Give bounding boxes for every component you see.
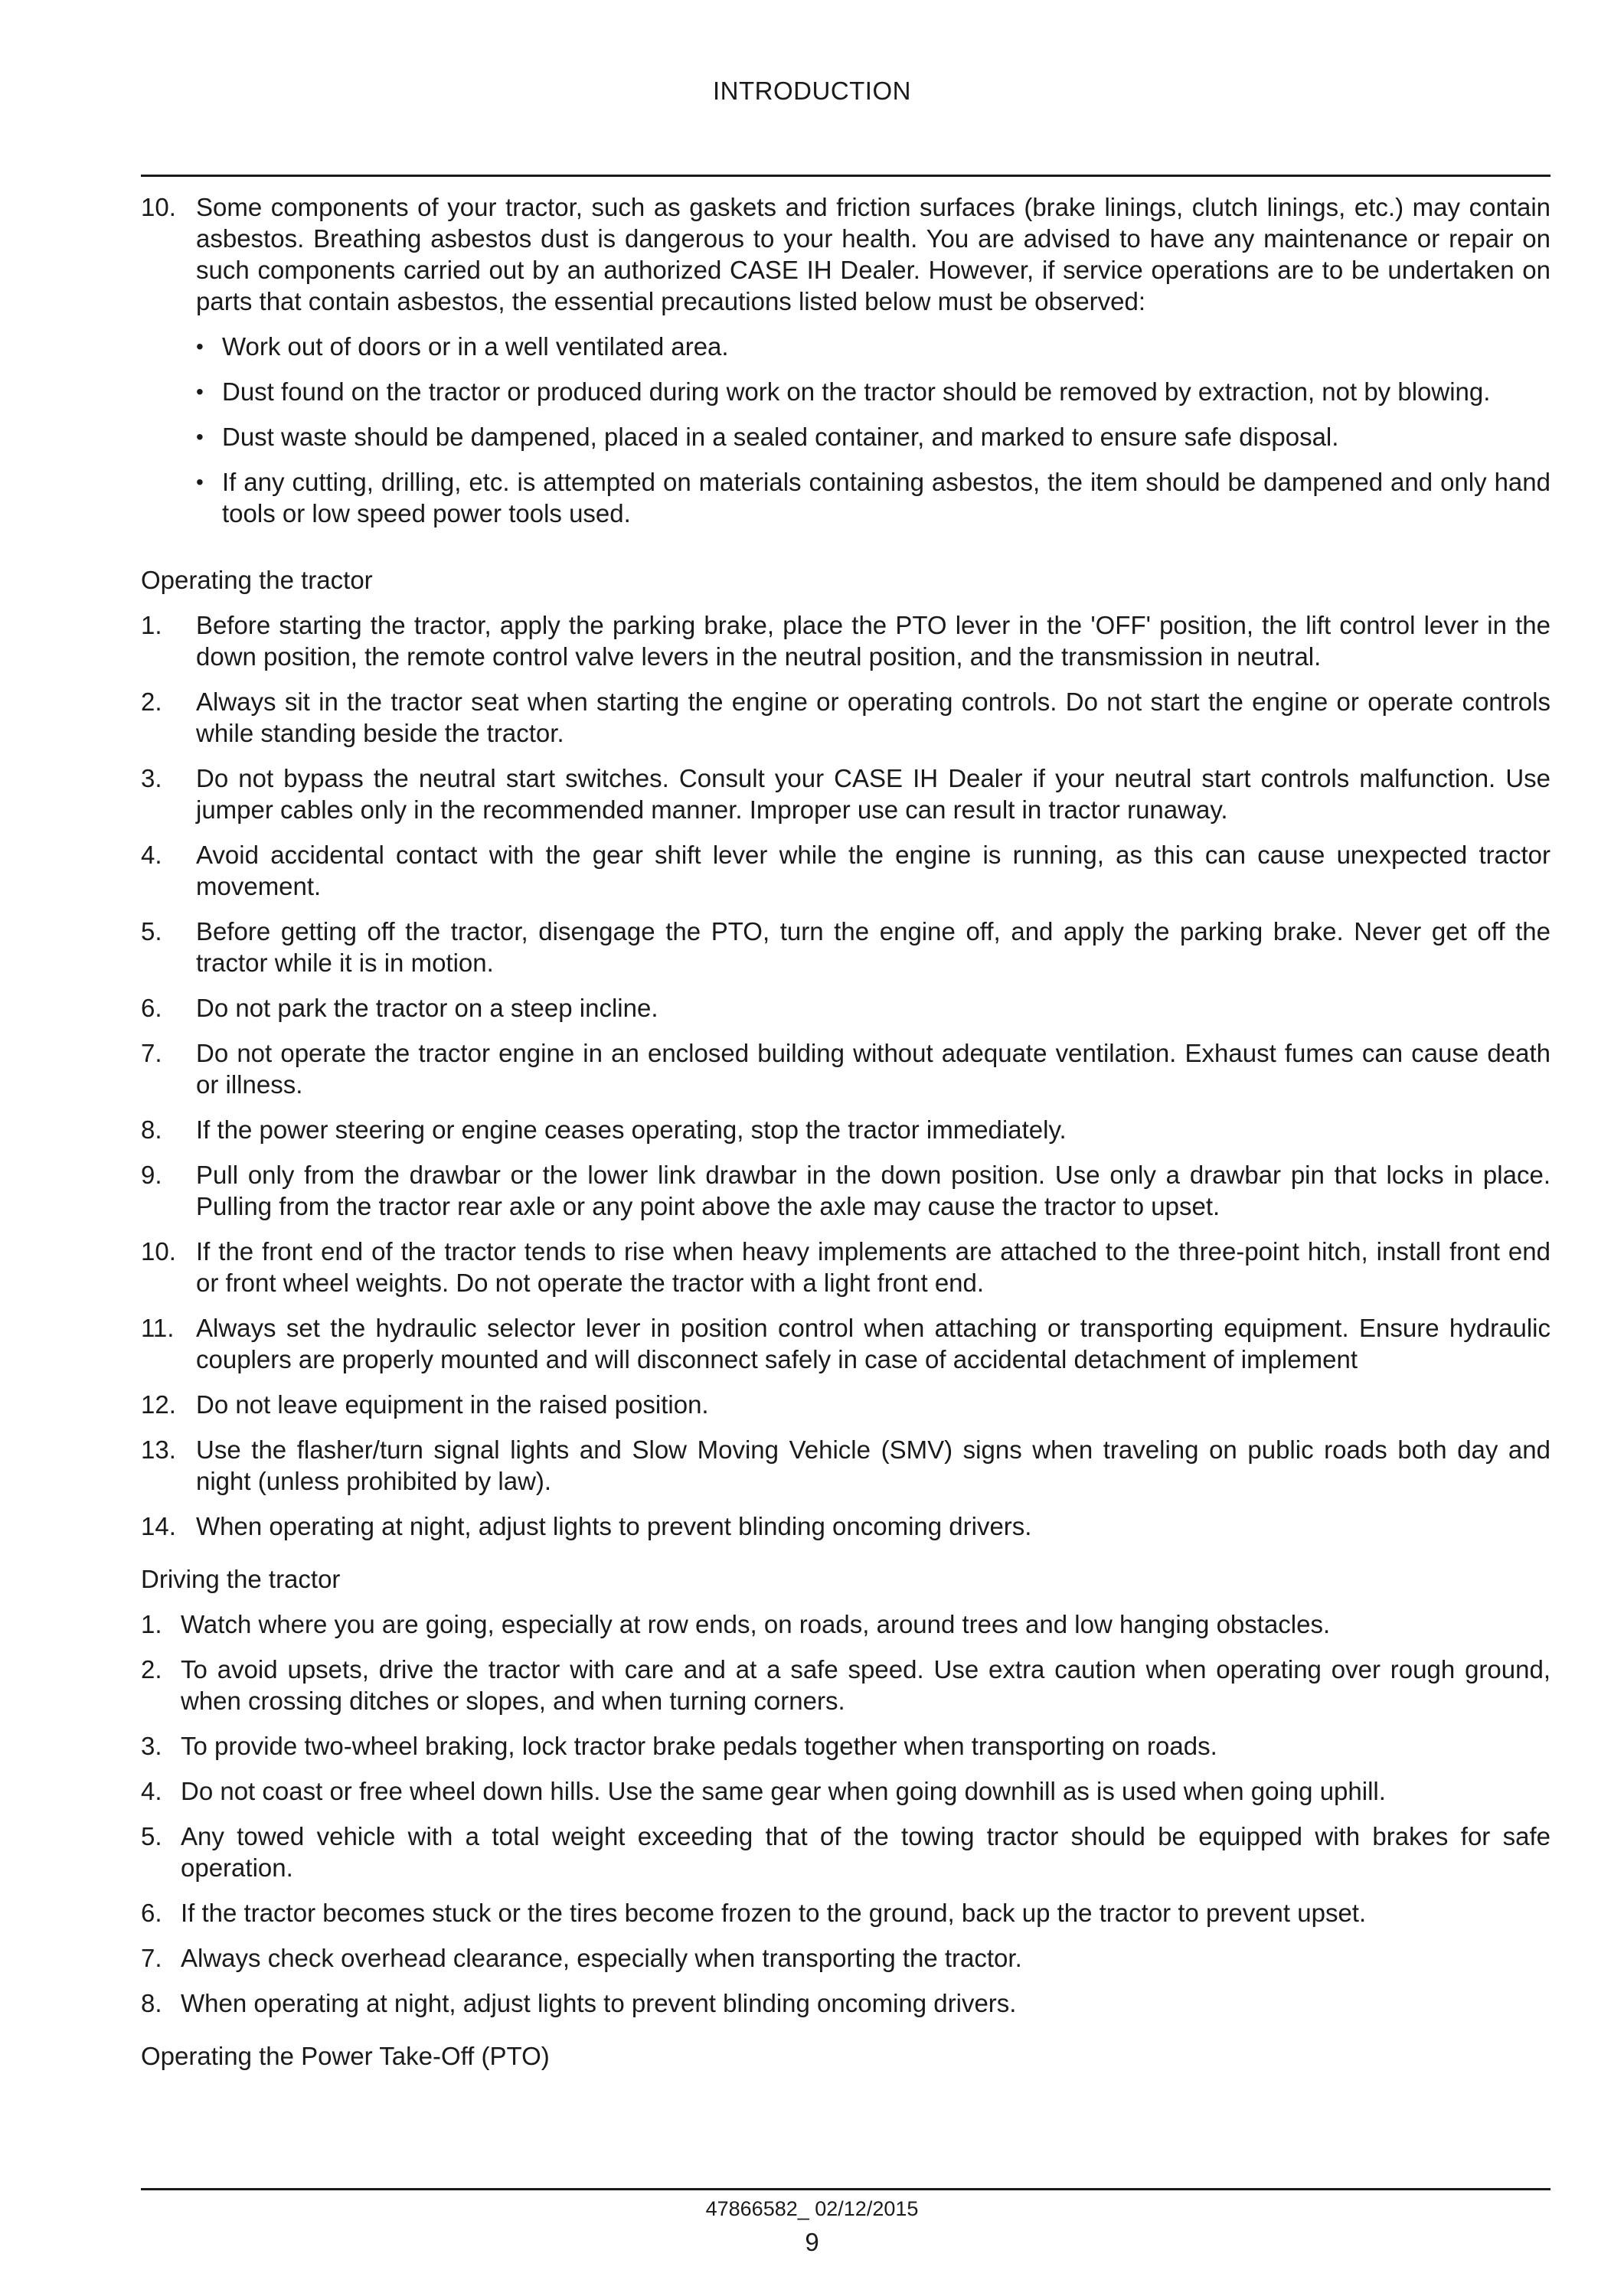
item-number: 10.	[141, 193, 176, 221]
list-item	[141, 1037, 1550, 1100]
list-item	[141, 1775, 1550, 1807]
list-item	[141, 1609, 1550, 1640]
item-text: Always sit in the tractor seat when starting the engine or operating controls. Do not start the engine or operate controls while standing beside the tractor.	[196, 687, 1550, 747]
item-number: 12.	[141, 1390, 176, 1419]
item-number: 8.	[141, 1115, 162, 1144]
item-number: 3.	[141, 1732, 162, 1760]
bullet-dot: •	[196, 470, 204, 494]
item-number: 4.	[141, 841, 162, 869]
list-item	[141, 916, 1550, 978]
item-text: Do not bypass the neutral start switches. Consult your CASE IH Dealer if your neutral start controls malfunction. Use jumper cables only in the recommended manner. Improper use can result in tractor runaway.	[196, 764, 1550, 824]
item-number: 7.	[141, 1944, 162, 1972]
item-text: Pull only from the drawbar or the lower link drawbar in the down position. Use only a drawbar pin that locks in place. Pulling from the tractor rear axle or any point above the axle may cause the tractor to upset.	[196, 1161, 1550, 1220]
bullet-text: Dust waste should be dampened, placed in a sealed container, and marked to ensure safe disposal.	[222, 423, 1339, 451]
asbestos-list	[141, 191, 1550, 543]
item-text: If the power steering or engine ceases operating, stop the tractor immediately.	[196, 1115, 1067, 1144]
section-heading-driving: Driving the tractor	[141, 1565, 341, 1593]
item-number: 5.	[141, 1822, 162, 1850]
item-number: 6.	[141, 1899, 162, 1927]
item-text: Do not park the tractor on a steep incline.	[196, 994, 658, 1022]
item-text: Do not leave equipment in the raised position.	[196, 1390, 709, 1419]
list-item	[141, 191, 1550, 543]
list-item	[141, 686, 1550, 749]
list-item	[141, 839, 1550, 902]
item-text: Before starting the tractor, apply the parking brake, place the PTO lever in the 'OFF' position, the lift control lever in the down position, the remote control valve levers in the neutral position, and the transmission in neutral.	[196, 611, 1550, 671]
list-item	[141, 1236, 1550, 1298]
item-number: 3.	[141, 764, 162, 792]
list-item	[141, 1159, 1550, 1222]
item-text: Some components of your tractor, such as gaskets and friction surfaces (brake linings, clutch linings, etc.) may contain asbestos. Breathing asbestos dust is dangerous to your health. You are advised to have any maintenance or repair on such components carried out by an authorized CASE IH Dealer. However, if service operations are to be undertaken on parts that contain asbestos, the essential precautions listed below must be observed:	[196, 193, 1550, 315]
list-item	[141, 1389, 1550, 1420]
item-text: When operating at night, adjust lights to prevent blinding oncoming drivers.	[196, 1512, 1032, 1540]
item-text: Use the flasher/turn signal lights and Slow Moving Vehicle (SMV) signs when traveling on public roads both day and night (unless prohibited by law).	[196, 1435, 1550, 1495]
list-item	[141, 1654, 1550, 1716]
page-number: 9	[805, 2228, 819, 2256]
bullet-item	[196, 331, 1550, 362]
item-body	[196, 191, 1550, 543]
bullet-text: Work out of doors or in a well ventilated area.	[222, 332, 729, 361]
item-text: Always check overhead clearance, especially when transporting the tractor.	[181, 1944, 1022, 1972]
bullet-item	[196, 466, 1550, 529]
bullet-item	[196, 421, 1550, 452]
document-code: 47866582_ 02/12/2015	[705, 2197, 919, 2220]
list-item	[141, 609, 1550, 672]
list-item	[141, 1730, 1550, 1762]
bullet-text: Dust found on the tractor or produced during work on the tractor should be removed by extraction, not by blowing.	[222, 377, 1491, 406]
list-item	[141, 1821, 1550, 1883]
list-item	[141, 1942, 1550, 1974]
precaution-bullets	[196, 331, 1550, 529]
item-text: If the tractor becomes stuck or the tires become frozen to the ground, back up the tractor to prevent upset.	[181, 1899, 1367, 1927]
driving-list	[141, 1609, 1550, 2019]
list-item	[141, 1114, 1550, 1145]
section-heading-operating: Operating the tractor	[141, 566, 373, 594]
item-text: Any towed vehicle with a total weight exceeding that of the towing tractor should be equipped with brakes for safe operation.	[181, 1822, 1550, 1882]
item-number: 11.	[141, 1314, 175, 1342]
list-item	[141, 763, 1550, 825]
list-item	[141, 1312, 1550, 1375]
item-number: 14.	[141, 1512, 176, 1540]
section-heading-pto: Operating the Power Take-Off (PTO)	[141, 2042, 550, 2070]
page-content	[141, 191, 1550, 2085]
bullet-dot: •	[196, 425, 204, 449]
item-text: When operating at night, adjust lights to prevent blinding oncoming drivers.	[181, 1989, 1017, 2017]
item-text: To avoid upsets, drive the tractor with care and at a safe speed. Use extra caution when operating over rough ground, when crossing ditches or slopes, and when turning corners.	[181, 1655, 1550, 1715]
page-header: INTRODUCTION	[713, 77, 911, 105]
item-text: Do not coast or free wheel down hills. Use the same gear when going downhill as is used when going uphill.	[181, 1777, 1386, 1805]
item-text: Before getting off the tractor, disengage the PTO, turn the engine off, and apply the parking brake. Never get off the tractor while it is in motion.	[196, 917, 1550, 977]
item-text: If the front end of the tractor tends to rise when heavy implements are attached to the three-point hitch, install front end or front wheel weights. Do not operate the tractor with a light front end.	[196, 1237, 1550, 1297]
list-item	[141, 1511, 1550, 1542]
list-item	[141, 1434, 1550, 1497]
item-number: 9.	[141, 1161, 162, 1189]
item-text: Watch where you are going, especially at row ends, on roads, around trees and low hanging obstacles.	[181, 1610, 1331, 1638]
item-number: 5.	[141, 917, 162, 946]
item-number: 2.	[141, 687, 162, 716]
item-number: 10.	[141, 1237, 176, 1266]
operating-list	[141, 609, 1550, 1542]
item-number: 2.	[141, 1655, 162, 1684]
bullet-dot: •	[196, 335, 204, 358]
item-number: 1.	[141, 1610, 162, 1638]
item-number: 6.	[141, 994, 162, 1022]
item-text: Always set the hydraulic selector lever in position control when attaching or transporting equipment. Ensure hydraulic couplers are properly mounted and will disconnect safely in case of accidental detachment of implement	[196, 1314, 1550, 1373]
item-number: 1.	[141, 611, 162, 639]
header-rule	[141, 175, 1550, 177]
bullet-text: If any cutting, drilling, etc. is attempted on materials containing asbestos, the item should be dampened and only hand tools or low speed power tools used.	[222, 468, 1550, 527]
item-text: Avoid accidental contact with the gear shift lever while the engine is running, as this can cause unexpected tractor movement.	[196, 841, 1550, 900]
list-item	[141, 992, 1550, 1024]
item-number: 13.	[141, 1435, 176, 1464]
item-text: Do not operate the tractor engine in an enclosed building without adequate ventilation. Exhaust fumes can cause death or illness.	[196, 1039, 1550, 1099]
item-number: 4.	[141, 1777, 162, 1805]
item-number: 8.	[141, 1989, 162, 2017]
footer-rule	[141, 2188, 1550, 2190]
item-text: To provide two-wheel braking, lock tractor brake pedals together when transporting on roads.	[181, 1732, 1217, 1760]
item-number: 7.	[141, 1039, 162, 1067]
list-item	[141, 1987, 1550, 2019]
list-item	[141, 1897, 1550, 1929]
bullet-item	[196, 376, 1550, 407]
bullet-dot: •	[196, 380, 204, 403]
